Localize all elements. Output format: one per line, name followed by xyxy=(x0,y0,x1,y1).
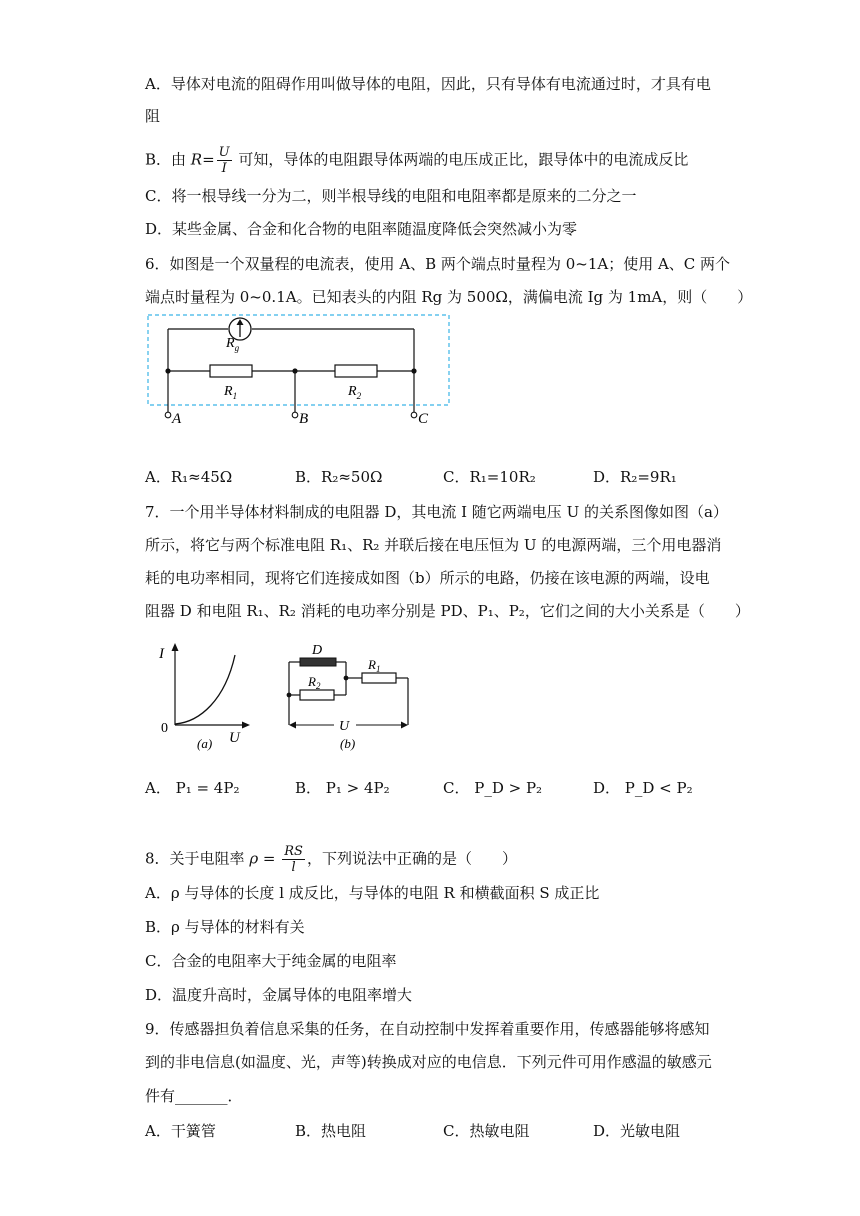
q6-option-a: A．R₁≈45Ω xyxy=(145,468,233,486)
q7-option-a: A． P₁ = 4P₂ xyxy=(145,779,240,797)
terminal-c-label: C xyxy=(418,411,429,427)
q8-option-d: D．温度升高时，金属导体的电阻率增大 xyxy=(145,986,413,1004)
terminal-c-icon xyxy=(411,412,417,418)
q6-junction-middle xyxy=(292,368,297,373)
q8-option-b: B．ρ 与导体的材料有关 xyxy=(145,918,305,936)
q7-junction-left xyxy=(287,693,292,698)
origin-label: 0 xyxy=(161,721,168,736)
resistor-r2-icon xyxy=(335,365,377,377)
q5-option-b xyxy=(145,145,688,176)
q7-stem-line4: 阻器 D 和电阻 R₁、R₂ 消耗的电功率分别是 PD、P₁、P₂，它们之间的大小关系是（ ） xyxy=(145,602,750,620)
q7-junction-right xyxy=(344,676,349,681)
q8-prefix: 8．关于电阻率 xyxy=(145,849,250,868)
q9-option-a: A．干簧管 xyxy=(145,1122,216,1140)
q8-rho: ρ xyxy=(249,849,259,868)
q7-stem-line2: 所示，将它与两个标准电阻 R₁、R₂ 并联后接在电压恒为 U 的电源两端，三个用电器消 xyxy=(145,536,722,554)
q5-b-prefix: B．由 xyxy=(145,150,191,169)
q9-option-b: B．热电阻 xyxy=(295,1122,367,1140)
i-u-curve xyxy=(175,655,235,724)
y-axis-arrow xyxy=(172,643,179,651)
resistor-r1-icon xyxy=(362,673,396,683)
q8-fraction xyxy=(282,844,305,875)
q5-option-c: C．将一根导线一分为二，则半根导线的电阻和电阻率都是原来的二分之一 xyxy=(145,187,637,205)
q5-b-denominator: I xyxy=(221,161,227,176)
q8-option-c: C．合金的电阻率大于纯金属的电阻率 xyxy=(145,952,397,970)
q6-junction-left xyxy=(165,368,170,373)
q8-option-a: A．ρ 与导体的长度 l 成反比，与导体的电阻 R 和横截面积 S 成正比 xyxy=(145,884,600,902)
y-axis-label: I xyxy=(159,646,164,662)
figure-b-caption: (b) xyxy=(340,736,356,751)
q5-b-fraction xyxy=(217,145,232,176)
resistor-r1-icon xyxy=(210,365,252,377)
q8-stem xyxy=(145,844,517,875)
q7-figure-a xyxy=(155,640,255,755)
q8-numerator: RS xyxy=(284,844,303,859)
q9-option-c: C．热敏电阻 xyxy=(443,1122,530,1140)
q7-option-c: C． P_D > P₂ xyxy=(443,779,543,797)
q6-r1-label: $R_1$ xyxy=(224,384,238,401)
q6-junction-right xyxy=(411,368,416,373)
terminal-a-label: A xyxy=(172,411,182,427)
q6-option-c: C．R₁=10R₂ xyxy=(443,468,536,486)
q5-option-a-line2: 阻 xyxy=(145,107,161,125)
q6-option-b: B．R₂≈50Ω xyxy=(295,468,383,486)
q9-option-d: D．光敏电阻 xyxy=(593,1122,681,1140)
device-d-label: D xyxy=(312,643,323,658)
q7-figure-b xyxy=(280,640,415,755)
terminal-b-icon xyxy=(292,412,298,418)
q7-option-d: D． P_D < P₂ xyxy=(593,779,693,797)
terminal-a-icon xyxy=(165,412,171,418)
q7-stem-line1: 7．一个用半导体材料制成的电阻器 D，其电流 I 随它两端电压 U 的关系图像如图（a） xyxy=(145,503,728,521)
q6-option-d: D．R₂=9R₁ xyxy=(593,468,677,486)
x-axis-arrow xyxy=(242,722,250,729)
q7-option-b: B． P₁ > 4P₂ xyxy=(295,779,390,797)
q9-stem-line3: 件有_______． xyxy=(145,1087,243,1105)
q7-stem-line3: 耗的电功率相同，现将它们连接成如图（b）所示的电路，仍接在该电源的两端，设电 xyxy=(145,569,710,587)
q5-b-text: 可知，导体的电阻跟导体两端的电压成正比，跟导体中的电流成反比 xyxy=(233,150,689,169)
q9-stem-line1: 9．传感器担负着信息采集的任务，在自动控制中发挥着重要作用，传感器能够将感知 xyxy=(145,1020,710,1038)
u-arrow-left-head xyxy=(289,722,296,729)
resistor-r2-icon xyxy=(300,690,334,700)
q6-stem-line1: 6．如图是一个双量程的电流表，使用 A、B 两个端点时量程为 0~1A；使用 A、C 两个 xyxy=(145,255,731,273)
q5-b-eq: = xyxy=(202,150,215,169)
q7-r1-label: $R_1$ xyxy=(368,657,381,674)
q6-stem-line2: 端点时量程为 0~0.1A。已知表头的内阻 Rg 为 500Ω，满偏电流 Ig 为 1mA，则（ ） xyxy=(145,288,753,306)
q8-eq: = xyxy=(258,849,281,868)
q6-rg-label: $R_g$ xyxy=(226,336,240,353)
u-label: U xyxy=(339,719,350,734)
x-axis-label: U xyxy=(229,730,240,746)
q8-suffix: ，下列说法中正确的是（ ） xyxy=(306,849,517,868)
u-arrow-right-head xyxy=(401,722,408,729)
device-d-icon xyxy=(300,658,336,666)
q6-circuit-figure xyxy=(140,310,460,435)
q6-r2-label: $R_2$ xyxy=(348,384,362,401)
q7-r2-label: $R_2$ xyxy=(308,674,321,691)
q5-b-numerator: U xyxy=(218,145,230,160)
figure-a-caption: (a) xyxy=(197,736,213,751)
terminal-b-label: B xyxy=(299,411,309,427)
q5-b-r: R xyxy=(190,150,203,169)
q9-stem-line2: 到的非电信息(如温度、光，声等)转换成对应的电信息．下列元件可用作感温的敏感元 xyxy=(145,1053,712,1071)
q5-option-a-line1: A．导体对电流的阻碍作用叫做导体的电阻，因此，只有导体有电流通过时，才具有电 xyxy=(145,75,711,93)
q5-option-d: D．某些金属、合金和化合物的电阻率随温度降低会突然减小为零 xyxy=(145,220,578,238)
q8-denominator: l xyxy=(291,860,296,875)
